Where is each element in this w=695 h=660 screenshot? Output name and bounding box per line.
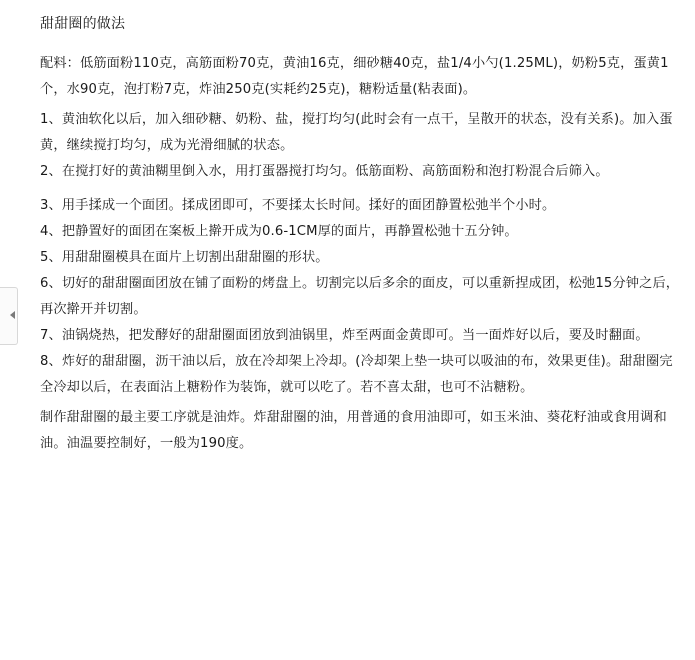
page-title: 甜甜圈的做法 <box>40 16 126 32</box>
step-2: 2、在搅打好的黄油糊里倒入水，用打蛋器搅打均匀。低筋面粉、高筋面粉和泡打粉混合后筛入。 <box>40 164 609 179</box>
ingredients-paragraph: 配料：低筋面粉110克，高筋面粉70克，黄油16克，细砂糖40克，盐1/4小勺(1.25ML)，奶粉5克，蛋黄1个，水90克，泡打粉7克，炸油250克(实耗约25克)，糖粉适量(粘表面)。 <box>40 56 669 97</box>
step-7: 7、油锅烧热，把发酵好的甜甜圈面团放到油锅里，炸至两面金黄即可。当一面炸好以后，要及时翻面。 <box>40 328 649 343</box>
note-paragraph: 制作甜甜圈的最主要工序就是油炸。炸甜甜圈的油，用普通的食用油即可，如玉米油、葵花籽油或食用调和油。油温要控制好，一般为190度。 <box>40 410 667 451</box>
step-6: 6、切好的甜甜圈面团放在铺了面粉的烤盘上。切割完以后多余的面皮，可以重新捏成团，松弛15分钟之后，再次擀开并切割。 <box>40 276 680 317</box>
chevron-left-icon <box>10 311 15 319</box>
document-body <box>40 14 680 457</box>
side-collapse-handle[interactable] <box>0 287 18 345</box>
step-3: 3、用手揉成一个面团。揉成团即可，不要揉太长时间。揉好的面团静置松弛半个小时。 <box>40 198 556 213</box>
step-5: 5、用甜甜圈模具在面片上切割出甜甜圈的形状。 <box>40 250 329 265</box>
step-4: 4、把静置好的面团在案板上擀开成为0.6-1CM厚的面片，再静置松弛十五分钟。 <box>40 224 518 239</box>
step-1: 1、黄油软化以后，加入细砂糖、奶粉、盐，搅打均匀(此时会有一点干，呈散开的状态，没有关系)。加入蛋黄，继续搅打均匀，成为光滑细腻的状态。 <box>40 112 673 153</box>
step-8: 8、炸好的甜甜圈，沥干油以后，放在冷却架上冷却。(冷却架上垫一块可以吸油的布，效果更佳)。甜甜圈完全冷却以后，在表面沾上糖粉作为装饰，就可以吃了。若不喜太甜，也可不沾糖粉。 <box>40 354 673 395</box>
